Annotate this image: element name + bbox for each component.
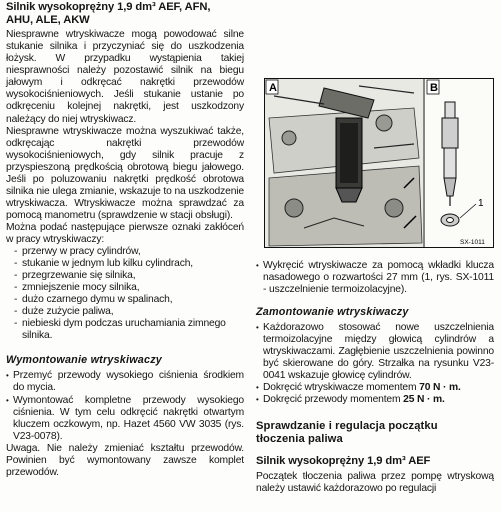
list-item: • Przemyć przewody wysokiego ciśnienia środkiem do mycia. (6, 370, 244, 394)
engine-title-line2: AHU, ALE, AKW (6, 13, 90, 26)
figure-callout-1: 1 (478, 198, 484, 209)
section-title-removal: Wymontowanie wtryskiwaczy (6, 354, 163, 367)
section-title-installation: Zamontowanie wtryskiwaczy (256, 306, 409, 319)
section-title-timing-line2: tłoczenia paliwa (256, 433, 343, 446)
injector-removal-illustration (264, 78, 494, 248)
list-item: • Wykręcić wtryskiwacze za pomocą wkładki klucza nasadowego o rozwartości 27 mm (1, rys. SX-1011 - uszczelnienie termoizolacyjne). (256, 260, 494, 296)
list-item: • Dokręcić przewody momentem 25 N · m. (256, 394, 494, 406)
paragraph-symptoms-intro: Można podać następujące pierwsze oznaki zakłóceń w pracy wtryskiwaczy: (6, 221, 244, 245)
figure-label-b: B (430, 82, 438, 94)
left-column (6, 0, 244, 479)
figure-label-a: A (269, 82, 277, 94)
figure-sx-1011 (264, 78, 494, 248)
removal-steps (6, 370, 244, 442)
figure-code: SX-1011 (460, 239, 485, 246)
list-item: • Każdorazowo stosować nowe uszczelnienia termoizolacyjne między głowicą cylindrów a wtryskiwaczami. Zagłębienie uszczelnienia powinno być skierowane do góry. Strzałka na rysunku V23-0041 wskazuje głowicę cylindrów. (256, 322, 494, 382)
list-item: - dużo czarnego dymu w spalinach, (14, 294, 244, 306)
engine-head-drawing (265, 79, 423, 247)
list-item: • Wymontować kompletne przewody wysokiego ciśnienia. W tym celu odkręcić nakrętki otwartym kluczem oczkowym, np. Hazet 4560 VW 3035 (rys. V23-0078). (6, 395, 244, 443)
list-item: - stukanie w jednym lub kilku cylindrach, (14, 258, 244, 270)
list-item: - przegrzewanie się silnika, (14, 270, 244, 282)
section-title-timing-line1: Sprawdzanie i regulacja początku (256, 420, 438, 433)
engine-title-line1: Silnik wysokoprężny 1,9 dm³ AEF, AFN, (6, 1, 211, 13)
installation-steps (256, 322, 494, 406)
list-item: - zmniejszenie mocy silnika, (14, 282, 244, 294)
torque-lines: 25 N · m. (403, 394, 445, 406)
right-column (256, 260, 494, 495)
note-paragraph: Uwaga. Nie należy zmieniać kształtu przewodów. Powinien być wymontowany zawsze komplet przewodów. (6, 442, 244, 478)
unscrew-step (256, 260, 494, 296)
list-item: • Dokręcić wtryskiwacze momentem 70 N · m. (256, 382, 494, 394)
torque-injectors: 70 N · m. (419, 382, 461, 394)
list-item: - duże zużycie paliwa, (14, 306, 244, 318)
paragraph-search-faulty: Niesprawne wtryskiwacze można wyszukiwać także, odkręcając nakrętki przewodów wysokociśnieniowych, gdy silnik pracuje z przyspieszoną prędkością obrotową biegu jałowego. Jeśli po poluzowaniu nakrętki prędkość obrotowa silnika nie ulega zmianie, wskazuje to na uszkodzenie wtryskiwacza. Wtryskiwacze można sprawdzać za pomocą manometru (sprawdzenie w stacji obsługi). (6, 125, 244, 221)
symptoms-list (14, 246, 244, 342)
paragraph-knocking: Niesprawne wtryskiwacze mogą powodować silne stukanie silnika i przyczyniać się do uszkodzenia łożysk. W przypadku wystąpienia takiej niesprawności należy pozostawić silnik na biegu jałowym i odkręcać nakrętki przewodów wysokociśnieniowych. Jeśli stukanie ustanie po odkręceniu kolejnej nakrętki, jest uszkodzony należący do niej wtryskiwacz. (6, 29, 244, 125)
list-item: - przerwy w pracy cylindrów, (14, 246, 244, 258)
engine-title-aef: Silnik wysokoprężny 1,9 dm³ AEF (256, 455, 431, 468)
paragraph-timing: Początek tłoczenia paliwa przez pompę wtryskową należy ustawić każdorazowo po regulacji (256, 471, 494, 495)
list-item: - niebieski dym podczas uruchamiania zimnego silnika. (14, 318, 244, 342)
